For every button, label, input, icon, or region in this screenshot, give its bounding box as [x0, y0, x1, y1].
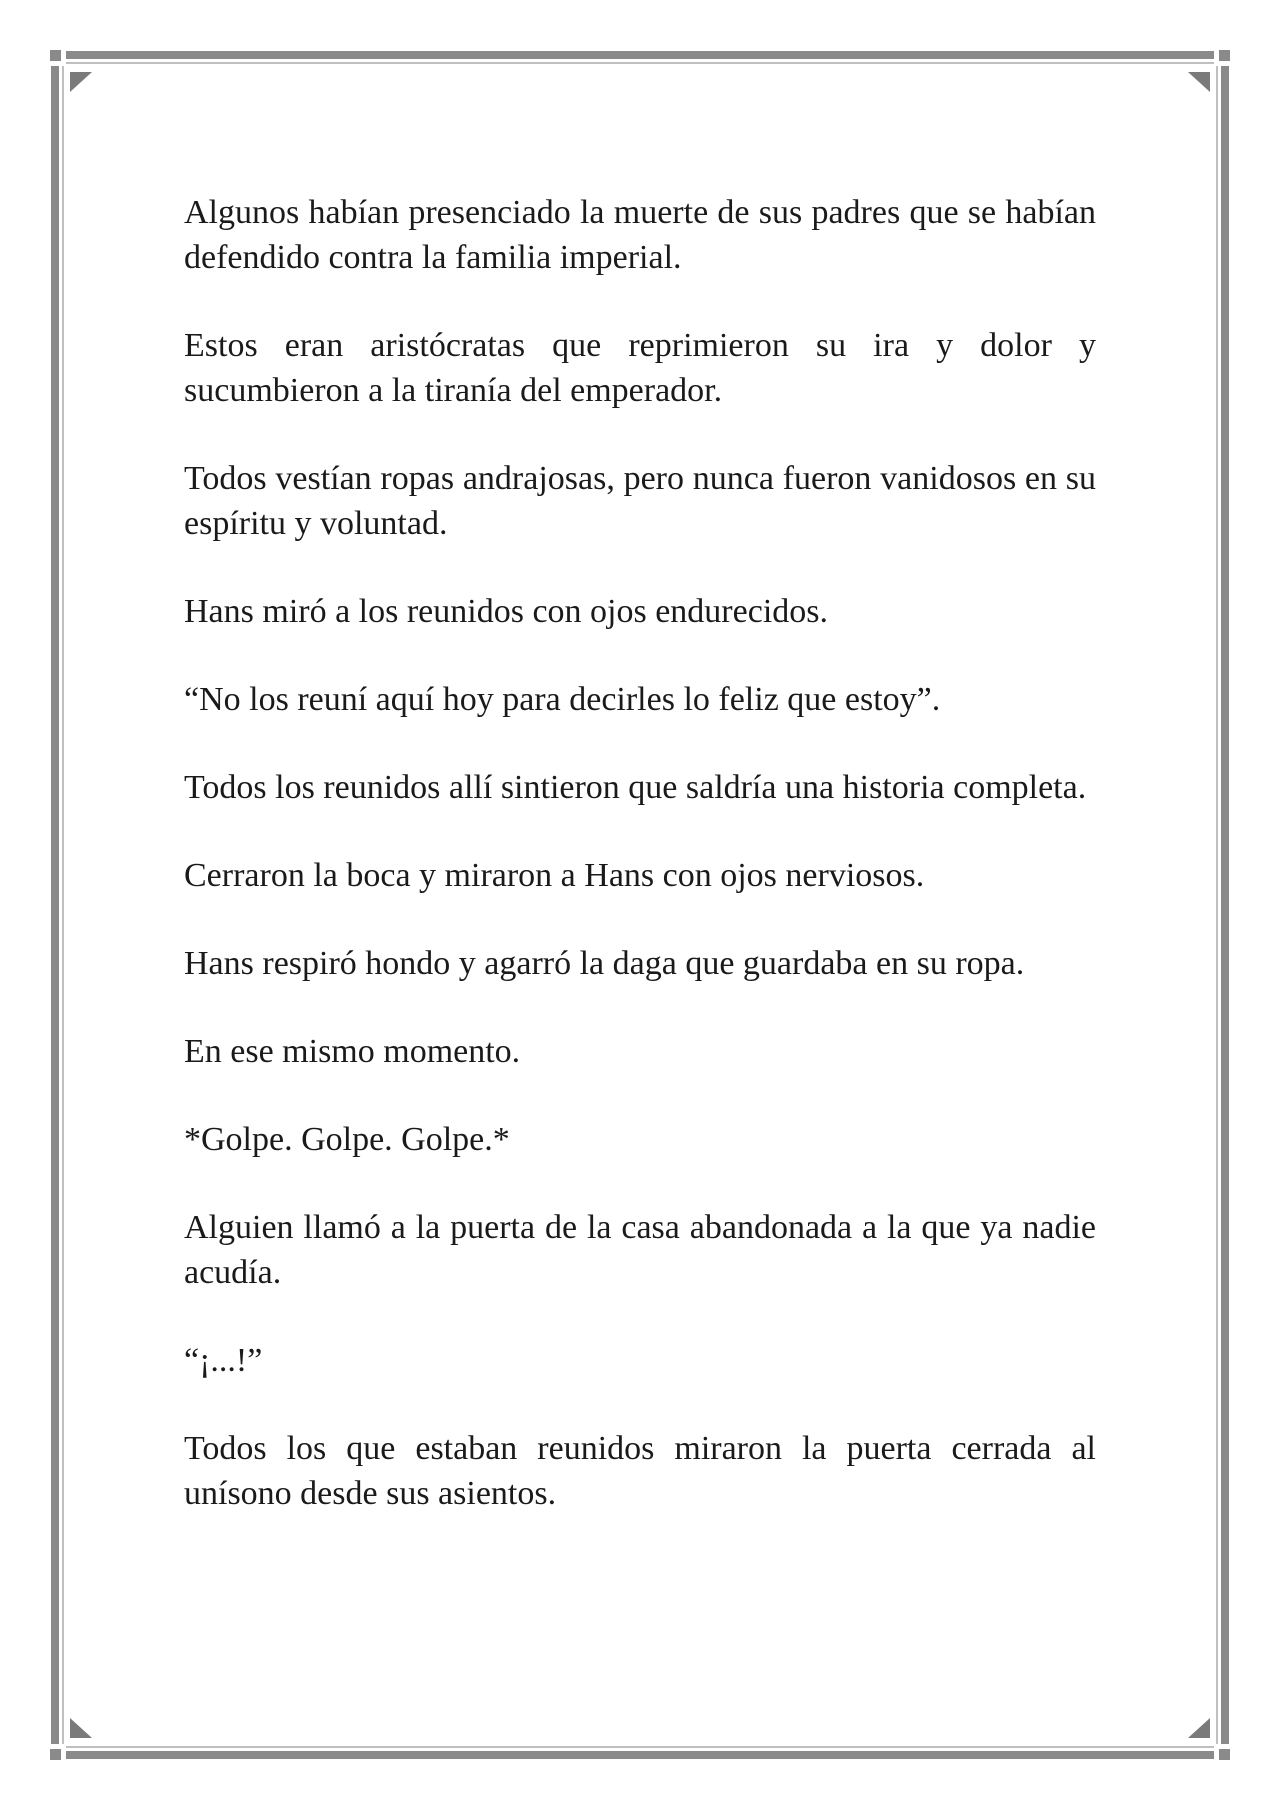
paragraph: Estos eran aristócratas que reprimieron su ira y dolor y sucumbieron a la tiranía del emperador.	[184, 327, 1096, 409]
paragraph: “No los reuní aquí hoy para decirles lo feliz que estoy”.	[184, 681, 941, 718]
paragraph: Hans miró a los reunidos con ojos endurecidos.	[184, 593, 828, 630]
paragraph: Todos vestían ropas andrajosas, pero nunca fueron vanidosos en su espíritu y voluntad.	[184, 460, 1096, 542]
paragraph: Todos los reunidos allí sintieron que saldría una historia completa.	[184, 769, 1087, 806]
paragraph: Alguien llamó a la puerta de la casa abandonada a la que ya nadie acudía.	[184, 1209, 1096, 1291]
paragraph: *Golpe. Golpe. Golpe.*	[184, 1121, 510, 1158]
paragraph: “¡...!”	[184, 1342, 263, 1379]
paragraph: Hans respiró hondo y agarró la daga que guardaba en su ropa.	[184, 945, 1025, 982]
paragraph: En ese mismo momento.	[184, 1033, 521, 1070]
paragraph: Todos los que estaban reunidos miraron la puerta cerrada al unísono desde sus asientos.	[184, 1430, 1096, 1512]
paragraph: Cerraron la boca y miraron a Hans con ojos nerviosos.	[184, 857, 925, 894]
paragraph: Algunos habían presenciado la muerte de sus padres que se habían defendido contra la familia imperial.	[184, 194, 1096, 276]
document-body	[184, 190, 1096, 1516]
